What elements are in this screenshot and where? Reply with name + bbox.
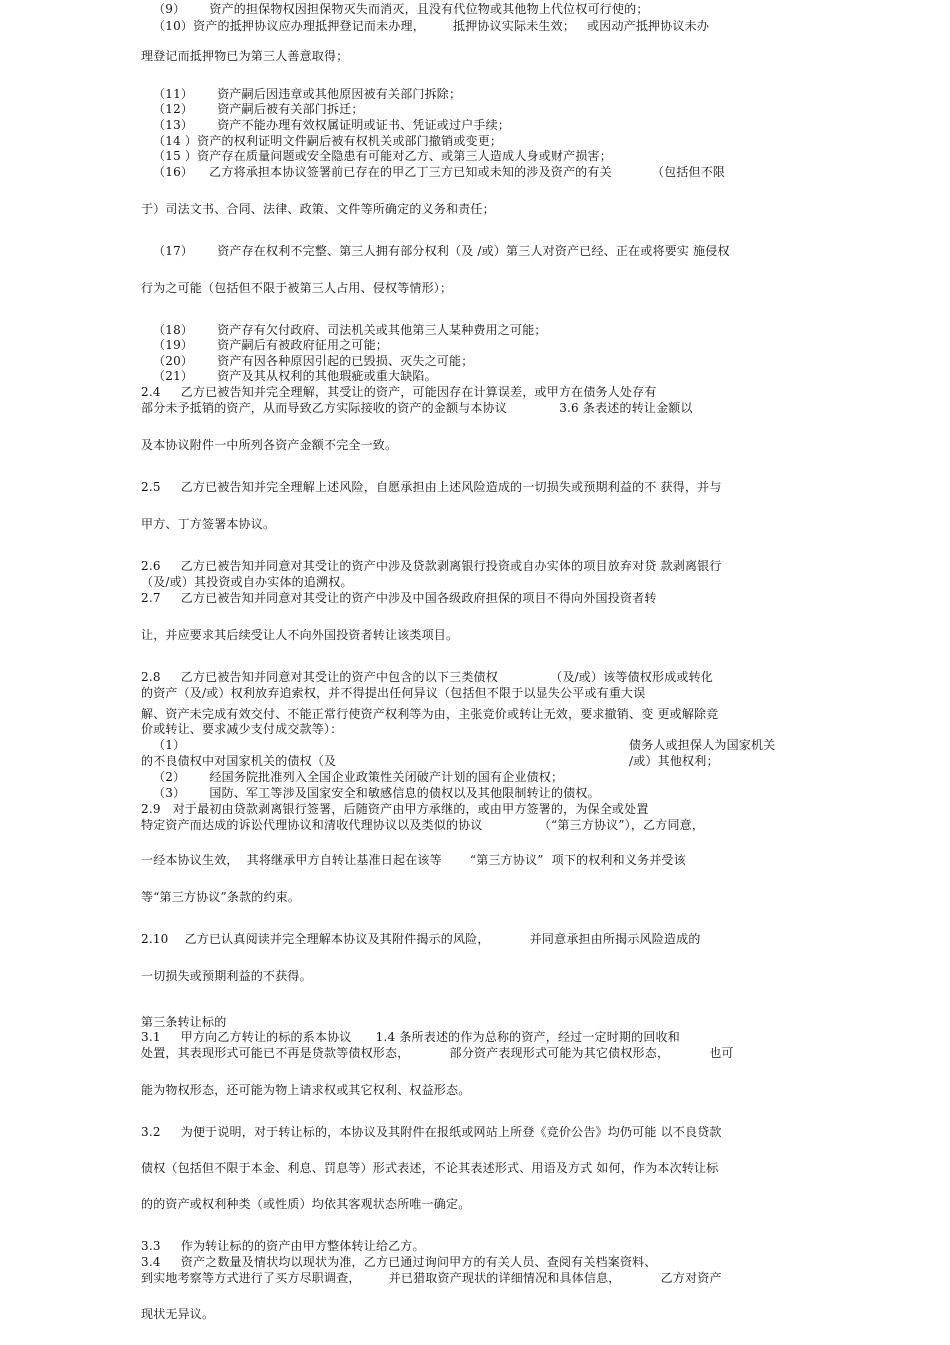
text-line: 理登记而抵押物已为第三人善意取得； [141,49,349,63]
text-line: （9） 资产的担保物权因担保物灭失而消灭，且没有代位物或其他物上代位权可行使的； [141,2,649,16]
text-line: 特定资产而达成的诉讼代理协议和清收代理协议以及类似的协议 （“第三方协议”），乙方同意， [141,818,705,832]
text-line: （10）资产的抵押协议应办理抵押登记而未办理， 抵押协议实际未生效； 或因动产抵押协议未办 [141,19,710,33]
text-line: 让，并应要求其后续受让人不向外国投资者转让该类项目。 [141,628,459,642]
text-line: /或）其他权利； [629,754,719,768]
text-line: 3.3 作为转让标的的资产由甲方整体转让给乙方。 [141,1239,425,1253]
text-line: （14 ）资产的权利证明文件嗣后被有权机关或部门撤销或变更； [141,134,503,148]
text-line: 2.8 乙方已被告知并同意对其受让的资产中包含的以下三类债权 （及/或）该等债权形成或转化 [141,670,713,684]
text-line: 甲方、丁方签署本协议。 [141,517,276,531]
text-line: 能为物权形态，还可能为物上请求权或其它权利、权益形态。 [141,1083,471,1097]
text-line: 到实地考察等方式进行了买方尽职调查， 并已猎取资产现状的详细情况和具体信息， 乙方对资产 [141,1271,722,1285]
text-line: （及/或）其投资或自办实体的追溯权。 [141,575,353,589]
text-line: 于）司法文书、合同、法律、政策、文件等所确定的义务和责任； [141,202,495,216]
text-line: 一经本协议生效， 其将继承甲方自转让基准日起在该等 “第三方协议” 项下的权利和义务并受该 [141,853,686,867]
text-line: （11） 资产嗣后因违章或其他原因被有关部门拆除； [141,87,462,101]
text-line: 一切损失或预期利益的不获得。 [141,969,312,983]
text-line: （1） [141,738,186,752]
text-line: 现状无异议。 [141,1307,215,1321]
text-line: 的资产（及/或）权利放弃追索权，并不得提出任何异议（包括但不限于以显失公平或有重大误 [141,686,646,700]
text-line: 2.10 乙方已认真阅读并完全理解本协议及其附件揭示的风险， 并同意承担由所揭示风险造成的 [141,932,701,946]
text-line: 3.2 为便于说明，对于转让标的，本协议及其附件在报纸或网站上所登《竞价公告》均仍可能 以不良贷款 [141,1125,722,1139]
text-line: 3.1 甲方向乙方转让的标的系本协议 1.4 条所表述的作为总称的资产，经过一定时期的回收和 [141,1030,680,1044]
text-line: （12） 资产嗣后被有关部门拆迁； [141,102,364,116]
text-line: 的的资产或权利种类（或性质）均依其客观状态所唯一确定。 [141,1197,471,1211]
text-line: 等“第三方协议”条款的约束。 [141,890,301,904]
text-line: 3.4 资产之数量及情状均以现状为准，乙方已通过询问甲方的有关人员、查阅有关档案资料、 [141,1255,657,1269]
text-line: （19） 资产嗣后有被政府征用之可能； [141,338,389,352]
text-line: （2） 经国务院批准列入全国企业政策性关闭破产计划的国有企业债权； [141,770,564,784]
text-line: 2.5 乙方已被告知并完全理解上述风险，自愿承担由上述风险造成的一切损失或预期利益的不 获得，并与 [141,480,722,494]
text-line: 2.4 乙方已被告知并完全理解，其受让的资产，可能因存在计算误差，或甲方在债务人处存有 [141,385,657,399]
text-line: （3） 国防、军工等涉及国家安全和敏感信息的债权以及其他限制转让的债权。 [141,786,600,800]
text-line: （13） 资产不能办理有效权属证明或证书、凭证或过户手续； [141,118,511,132]
text-line: 解、资产未完成有效交付、不能正常行使资产权利等为由，主张竞价或转让无效，要求撤销、变 更或解除竞 [141,707,719,721]
text-line: （16） 乙方将承担本协议签署前已存在的甲乙丁三方已知或未知的涉及资产的有关 （包括但不限 [141,165,726,179]
text-line: 及本协议附件一中所列各资产金额不完全一致。 [141,438,398,452]
text-line: 部分未予抵销的资产，从而导致乙方实际接收的资产的金额与本协议 3.6 条表述的转让金额以 [141,401,693,415]
text-line: （20） 资产有因各种原因引起的已毁损、灭失之可能； [141,354,474,368]
text-line: 债务人或担保人为国家机关 [629,738,776,752]
text-line: 2.7 乙方已被告知并同意对其受让的资产中涉及中国各级政府担保的项目不得向外国投资者转 [141,591,657,605]
text-line: （18） 资产存有欠付政府、司法机关或其他第三人某种费用之可能； [141,323,547,337]
text-line: 价或转让、要求减少支付成交款等）： [141,722,343,736]
text-line: 处置，其表现形式可能已不再是贷款等债权形态， 部分资产表现形式可能为其它债权形态， 也可 [141,1046,734,1060]
text-line: （17） 资产存在权利不完整、第三人拥有部分权利（及 /或）第三人对资产已经、正在或将要实 施侵权 [141,244,730,258]
text-line: 2.9 对于最初由贷款剥离银行签署，后随资产由甲方承继的，或由甲方签署的，为保全或处置 [141,802,649,816]
text-line: （15 ）资产存在质量问题或安全隐患有可能对乙方、或第三人造成人身或财产损害； [141,149,612,163]
section-heading: 第三条转让标的 [141,1015,227,1029]
text-line: 债权（包括但不限于本金、利息、罚息等）形式表述，不论其表述形式、用语及方式 如何，作为本次转让标 [141,1161,719,1175]
text-line: 2.6 乙方已被告知并同意对其受让的资产中涉及贷款剥离银行投资或自办实体的项目放弃对贷 款剥离银行 [141,559,722,573]
text-line: （21） 资产及其从权利的其他瑕疵或重大缺陷。 [141,369,437,383]
text-line: 行为之可能（包括但不限于被第三人占用、侵权等情形）； [141,281,453,295]
text-line: 的不良债权中对国家机关的债权（及 [141,754,337,768]
